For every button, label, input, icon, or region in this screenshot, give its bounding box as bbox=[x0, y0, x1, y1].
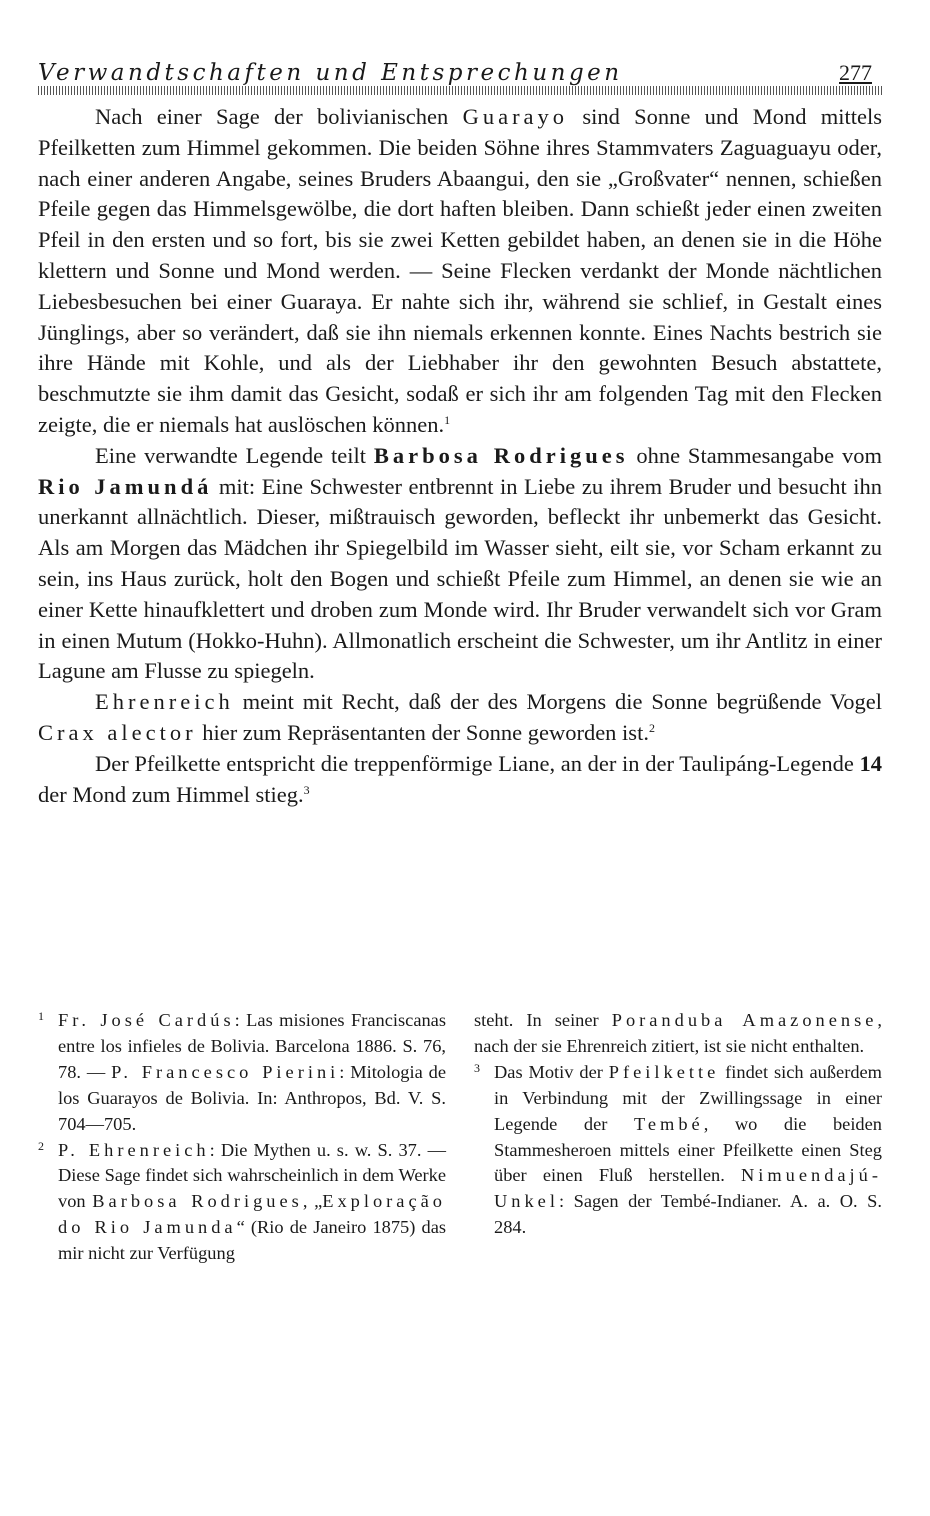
footnote-ref-3: 3 bbox=[303, 782, 310, 797]
legend-number: 14 bbox=[859, 750, 882, 776]
header-rule bbox=[38, 86, 882, 95]
footnotes-left-column bbox=[38, 1008, 446, 1267]
running-title: Verwandtschaften und Entsprechungen bbox=[38, 60, 623, 86]
footnote-ref-1: 1 bbox=[444, 412, 451, 427]
name-crax-alector: Crax alector bbox=[38, 719, 197, 745]
name-rio-jamunda: Rio Jamundá bbox=[38, 473, 213, 499]
footnote-2-continued: steht. In seiner Poranduba Amazonense, nach der sie Ehrenreich zitiert, ist sie nicht enthalten. bbox=[474, 1010, 882, 1056]
footnote-ref-2: 2 bbox=[648, 720, 655, 735]
name-guarayo: Guarayo bbox=[462, 104, 569, 129]
main-text bbox=[38, 102, 882, 810]
book-page bbox=[38, 50, 882, 1264]
footnote-3: 3 Das Motiv der Pfeilkette findet sich außerdem in Verbindung mit der Zwillingssage in einer Legende der Tembé, wo die beiden Stammesheroen mittels einer Pfeilkette einen Steg über einen Fluß herstellen. Nimuendajú-Unkel: Sagen der Tembé-Indianer. A. a. O. S. 284. bbox=[474, 1060, 882, 1238]
paragraph-guarayo-legend: Nach einer Sage der bolivianischen Guarayo sind Sonne und Mond mittels Pfeilketten zum Himmel gekommen. Die beiden Söhne ihres Stammvaters Zaguaguayu oder, nach einer anderen Angabe, seines Bruders Abaangui, den sie „Großvater“ nennen, schießen Pfeile gegen das Himmelsgewölbe, die dort haften bleiben. Dann schießt jeder einen zweiten Pfeil in den ersten und so fort, bis sie zwei Ketten gebildet haben, an denen sie in die Höhe klettern und Sonne und Mond werden. — Seine Flecken verdankt der Monde nächtlichen Liebesbesuchen bei einer Guaraya. Er nahte sich ihr, während sie schlief, in Gestalt eines Jünglings, aber so verändert, daß sie ihn niemals erkennen konnte. Eines Nachts bestrich sie ihre Hände mit Kohle, und als der Liebhaber ihr den gewohnten Besuch abstattete, beschmutzte sie ihm damit das Gesicht, sodaß er sich ihr am folgenden Tag mit den Flecken zeigte, die er niemals hat auslöschen können.$^1$ bbox=[38, 104, 882, 437]
page-header bbox=[38, 50, 882, 86]
footnote-2: 2 P. Ehrenreich: Die Mythen u. s. w. S. 37. — Diese Sage findet sich wahrscheinlich in dem Werke von Barbosa Rodrigues, „Exploração do Rio Jamunda“ (Rio de Janeiro 1875) das mir nicht zur Verfügung bbox=[38, 1138, 447, 1264]
name-barbosa-rodrigues: Barbosa Rodrigues bbox=[373, 442, 629, 468]
footnotes-right-column bbox=[474, 1008, 882, 1267]
paragraph-ehrenreich: Ehrenreich meint mit Recht, daß der des Morgens die Sonne begrüßende Vogel Crax alector hier zum Repräsentanten der Sonne geworden ist.$^2$ bbox=[38, 689, 882, 745]
footnote-1: 1 Fr. José Cardús: Las misiones Franciscanas entre los infieles de Bolivia. Barcelona 1886. S. 76, 78. — P. Francesco Pierini: Mitologia de los Guarayos de Bolivia. In: Anthropos, Bd. V. S. 704—705. bbox=[38, 1009, 446, 1134]
paragraph-barbosa-legend: Eine verwandte Legende teilt Barbosa Rodrigues ohne Stammesangabe vom Rio Jamundá mit: Eine Schwester entbrennt in Liebe zu ihrem Bruder und besucht ihn unerkannt allnächtlich. Dieser, mißtrauisch geworden, befleckt ihr unbemerkt das Gesicht. Als am Morgen das Mädchen ihr Spiegelbild im Wasser sieht, eilt sie, vor Scham erkannt zu sein, ins Haus zurück, holt den Bogen und schießt Pfeile zum Himmel, an denen sie wie an einer Kette hinaufklettert und droben zum Monde wird. Ihr Bruder verwandelt sich vor Gram in einen Mutum (Hokko-Huhn). Allmonatlich erscheint die Schwester, um ihr Antlitz in einer Lagune am Flusse zu spiegeln. bbox=[38, 442, 882, 684]
paragraph-pfeilkette: Der Pfeilkette entspricht die treppenförmige Liane, an der in der Taulipáng-Legende 14 der Mond zum Himmel stieg.$^3$ bbox=[38, 750, 882, 807]
footnotes bbox=[38, 1008, 882, 1267]
name-ehrenreich: Ehrenreich bbox=[95, 689, 234, 715]
page-number: 277 bbox=[839, 60, 872, 85]
